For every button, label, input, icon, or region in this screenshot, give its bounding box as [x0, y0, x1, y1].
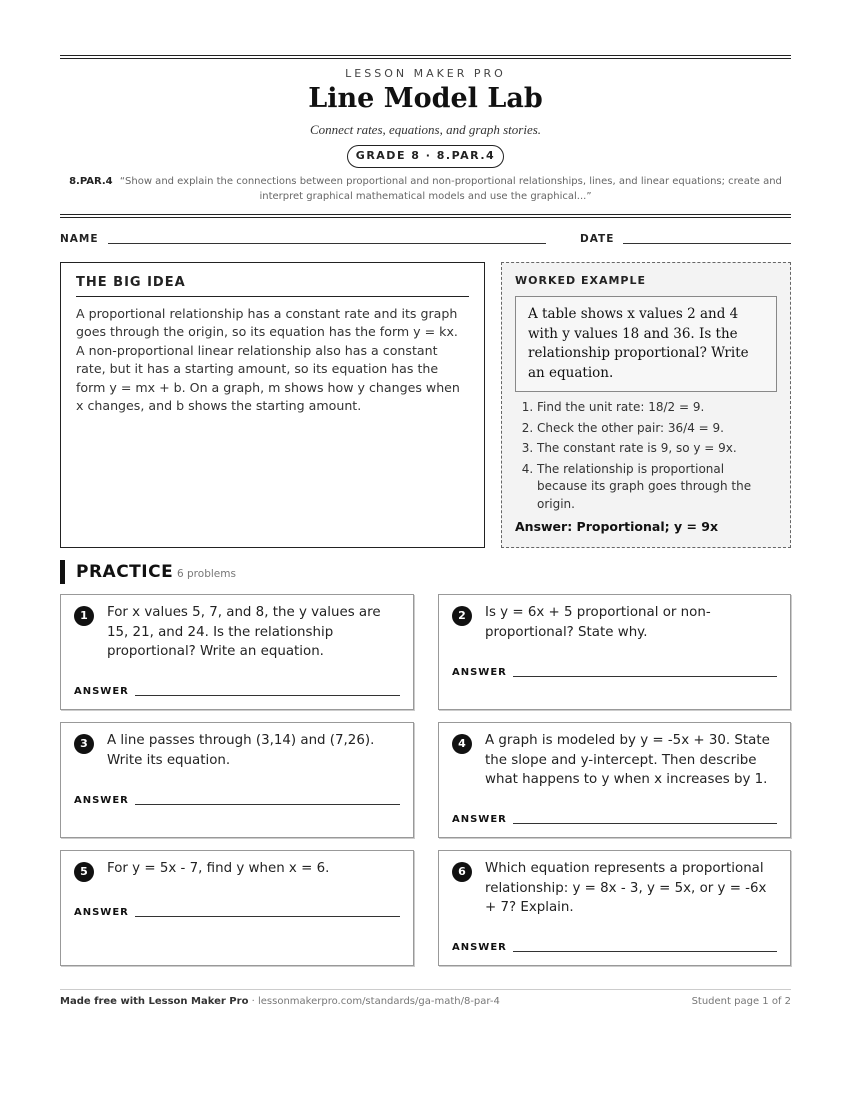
problem-number: 3 [74, 734, 94, 754]
problem-number: 1 [74, 606, 94, 626]
problem-text: A line passes through (3,14) and (7,26). Write its equation. [107, 733, 375, 768]
answer-label: ANSWER [452, 667, 507, 678]
problem-text: For y = 5x - 7, find y when x = 6. [107, 861, 330, 876]
problem-text: A graph is modeled by y = -5x + 30. State the slope and y-intercept. Then describe what happens to y when x increases by 1. [485, 733, 770, 787]
answer-field[interactable] [513, 823, 777, 824]
answer-label: ANSWER [452, 814, 507, 825]
big-idea-body: A proportional relationship has a constant rate and its graph goes through the origin, so its equation has the form y = kx. A non-proportional linear relationship also has a constant rate, but it has a starting amount, so its equation has the form y = mx + b. On a graph, m shows how y changes when x changes, and b shows the starting amount. [76, 306, 460, 414]
worked-step: 3. The constant rate is 9, so y = 9x. [537, 440, 777, 458]
worked-example-steps [515, 399, 777, 513]
name-label: NAME [60, 233, 99, 245]
answer-field[interactable] [513, 676, 777, 677]
standard-description [60, 174, 791, 204]
footer-rule [60, 989, 791, 990]
date-field[interactable] [623, 243, 791, 244]
big-idea-box [60, 262, 485, 548]
brand-name: LESSON MAKER PRO [345, 67, 506, 80]
grade-badge: GRADE 8 · 8.PAR.4 [347, 145, 504, 168]
page-subtitle: Connect rates, equations, and graph stories. [309, 122, 542, 137]
worked-example-problem: A table shows x values 2 and 4 with y values 18 and 36. Is the relationship proportional? Write an equation. [515, 296, 777, 392]
worked-example-answer: Answer: Proportional; y = 9x [515, 519, 719, 534]
footer-made-with: Made free with Lesson Maker Pro [60, 996, 249, 1007]
problem-card-4 [438, 722, 791, 838]
standard-code: 8.PAR.4 [69, 176, 113, 187]
big-idea-heading: THE BIG IDEA [76, 275, 469, 297]
problem-number: 2 [452, 606, 472, 626]
footer-page-number: Student page 1 of 2 [691, 996, 791, 1007]
problem-card-3 [60, 722, 414, 838]
answer-field[interactable] [135, 916, 400, 917]
problem-card-2 [438, 594, 791, 710]
page-title: Line Model Lab [308, 83, 543, 114]
answer-field[interactable] [135, 804, 400, 805]
date-label: DATE [580, 233, 615, 245]
problem-card-1 [60, 594, 414, 710]
worked-step: 4. The relationship is proportional because its graph goes through the origin. [537, 461, 777, 514]
worksheet-page [60, 0, 791, 1100]
problem-card-6 [438, 850, 791, 966]
header-top-rule [60, 55, 791, 59]
problem-number: 4 [452, 734, 472, 754]
answer-label: ANSWER [74, 795, 129, 806]
answer-label: ANSWER [74, 907, 129, 918]
problem-text: Is y = 6x + 5 proportional or non-proportional? State why. [485, 605, 711, 640]
answer-label: ANSWER [452, 942, 507, 953]
problem-number: 6 [452, 862, 472, 882]
worked-example-box [501, 262, 791, 548]
problem-card-5 [60, 850, 414, 966]
answer-field[interactable] [513, 951, 777, 952]
problem-text: For x values 5, 7, and 8, the y values are 15, 21, and 24. Is the relationship proportional? Write an equation. [107, 605, 381, 659]
problem-text: Which equation represents a proportional relationship: y = 8x - 3, y = 5x, or y = -6x + 7? Explain. [485, 861, 767, 915]
worked-step: 1. Find the unit rate: 18/2 = 9. [537, 399, 777, 417]
worked-example-heading: WORKED EXAMPLE [515, 274, 646, 287]
footer-credit [60, 996, 500, 1007]
answer-label: ANSWER [74, 686, 129, 697]
header-bottom-rule [60, 214, 791, 218]
practice-accent-bar [60, 560, 65, 584]
practice-count: 6 problems [177, 568, 236, 580]
answer-field[interactable] [135, 695, 400, 696]
name-field[interactable] [108, 243, 546, 244]
standard-text: “Show and explain the connections between proportional and non-proportional relationships, lines, and linear equations; create and interpret graphical mathematical models and use the graphical...” [119, 176, 782, 202]
practice-heading: PRACTICE [76, 562, 174, 582]
worked-step: 2. Check the other pair: 36/4 = 9. [537, 420, 777, 438]
problem-number: 5 [74, 862, 94, 882]
footer-url[interactable]: · lessonmakerpro.com/standards/ga-math/8-par-4 [248, 996, 500, 1007]
